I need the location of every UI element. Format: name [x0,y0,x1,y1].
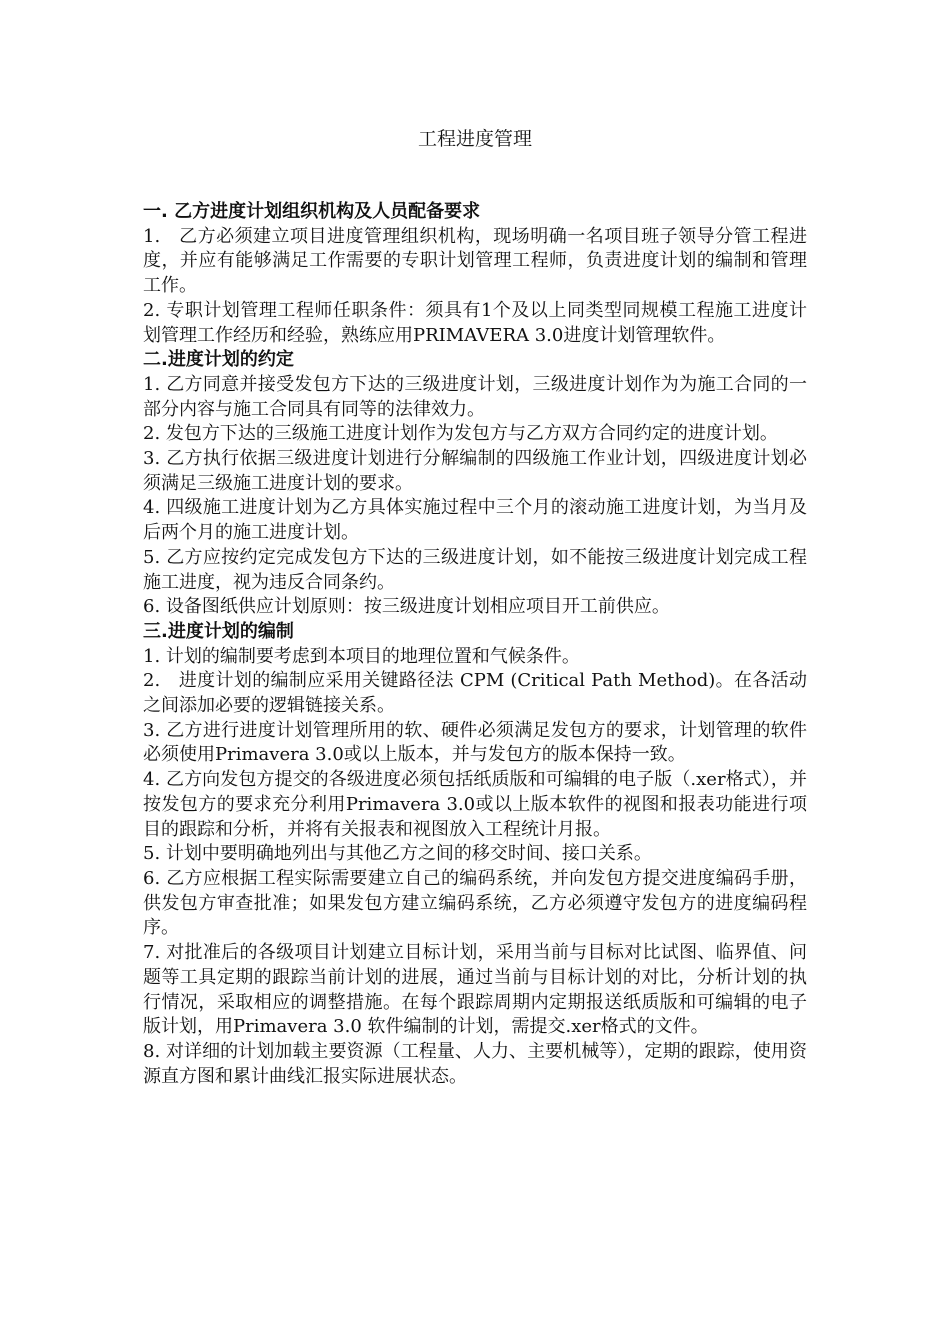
paragraph: 6. 乙方应根据工程实际需要建立自己的编码系统，并向发包方提交进度编码手册，供发包方审查批准；如果发包方建立编码系统，乙方必须遵守发包方的进度编码程序。 [143,867,807,939]
paragraph: 4. 四级施工进度计划为乙方具体实施过程中三个月的滚动施工进度计划，为当月及后两个月的施工进度计划。 [143,497,807,544]
section-2 [143,348,807,620]
paragraph: 6. 设备图纸供应计划原则：按三级进度计划相应项目开工前供应。 [143,596,670,618]
section-heading: 一. 乙方进度计划组织机构及人员配备要求 [143,201,481,222]
paragraph: 1. 计划的编制要考虑到本项目的地理位置和气候条件。 [143,645,580,667]
paragraph: 1. 乙方必须建立项目进度管理组织机构，现场明确一名项目班子领导分管工程进度，并应有能够满足工作需要的专职计划管理工程师，负责进度计划的编制和管理工作。 [143,225,807,297]
paragraph: 3. 乙方进行进度计划管理所用的软、硬件必须满足发包方的要求，计划管理的软件必须使用Primavera 3.0或以上版本，并与发包方的版本保持一致。 [143,719,807,766]
paragraph: 4. 乙方向发包方提交的各级进度必须包括纸质版和可编辑的电子版（.xer格式），并按发包方的要求充分利用Primavera 3.0或以上版本软件的视图和报表功能进行项目的跟踪和分析，并将有关报表和视图放入工程统计月报。 [143,769,807,840]
document-title: 工程进度管理 [417,128,532,150]
paragraph: 7. 对批准后的各级项目计划建立目标计划，采用当前与目标对比试图、临界值、问题等工具定期的跟踪当前计划的进展，通过当前与目标计划的对比，分析计划的执行情况，采取相应的调整措施。在每个跟踪周期内定期报送纸质版和可编辑的电子版计划，用Primavera 3.0 软件编制的计划，需提交.xer格式的文件。 [143,942,807,1038]
document-body [143,200,807,1089]
paragraph: 1. 乙方同意并接受发包方下达的三级进度计划，三级进度计划作为为施工合同的一部分内容与施工合同具有同等的法律效力。 [143,373,807,420]
paragraph: 3. 乙方执行依据三级进度计划进行分解编制的四级施工作业计划，四级进度计划必须满足三级施工进度计划的要求。 [143,448,807,494]
section-heading: 三.进度计划的编制 [143,620,294,642]
section-heading: 二.进度计划的约定 [143,349,294,371]
paragraph: 5. 计划中要明确地列出与其他乙方之间的移交时间、接口关系。 [143,843,652,865]
paragraph: 2. 发包方下达的三级施工进度计划作为发包方与乙方双方合同约定的进度计划。 [143,423,778,445]
paragraph: 5. 乙方应按约定完成发包方下达的三级进度计划，如不能按三级进度计划完成工程施工进度，视为违反合同条约。 [143,546,807,593]
paragraph: 2. 专职计划管理工程师任职条件：须具有1个及以上同类型同规模工程施工进度计划管理工作经历和经验，熟练应用PRIMAVERA 3.0进度计划管理软件。 [143,299,807,346]
section-3 [143,620,807,1089]
paragraph: 2. 进度计划的编制应采用关键路径法 CPM (Critical Path Method)。在各活动之间添加必要的逻辑链接关系。 [143,670,807,717]
section-1 [143,200,807,348]
paragraph: 8. 对详细的计划加载主要资源（工程量、人力、主要机械等），定期的跟踪，使用资源直方图和累计曲线汇报实际进展状态。 [143,1040,807,1087]
